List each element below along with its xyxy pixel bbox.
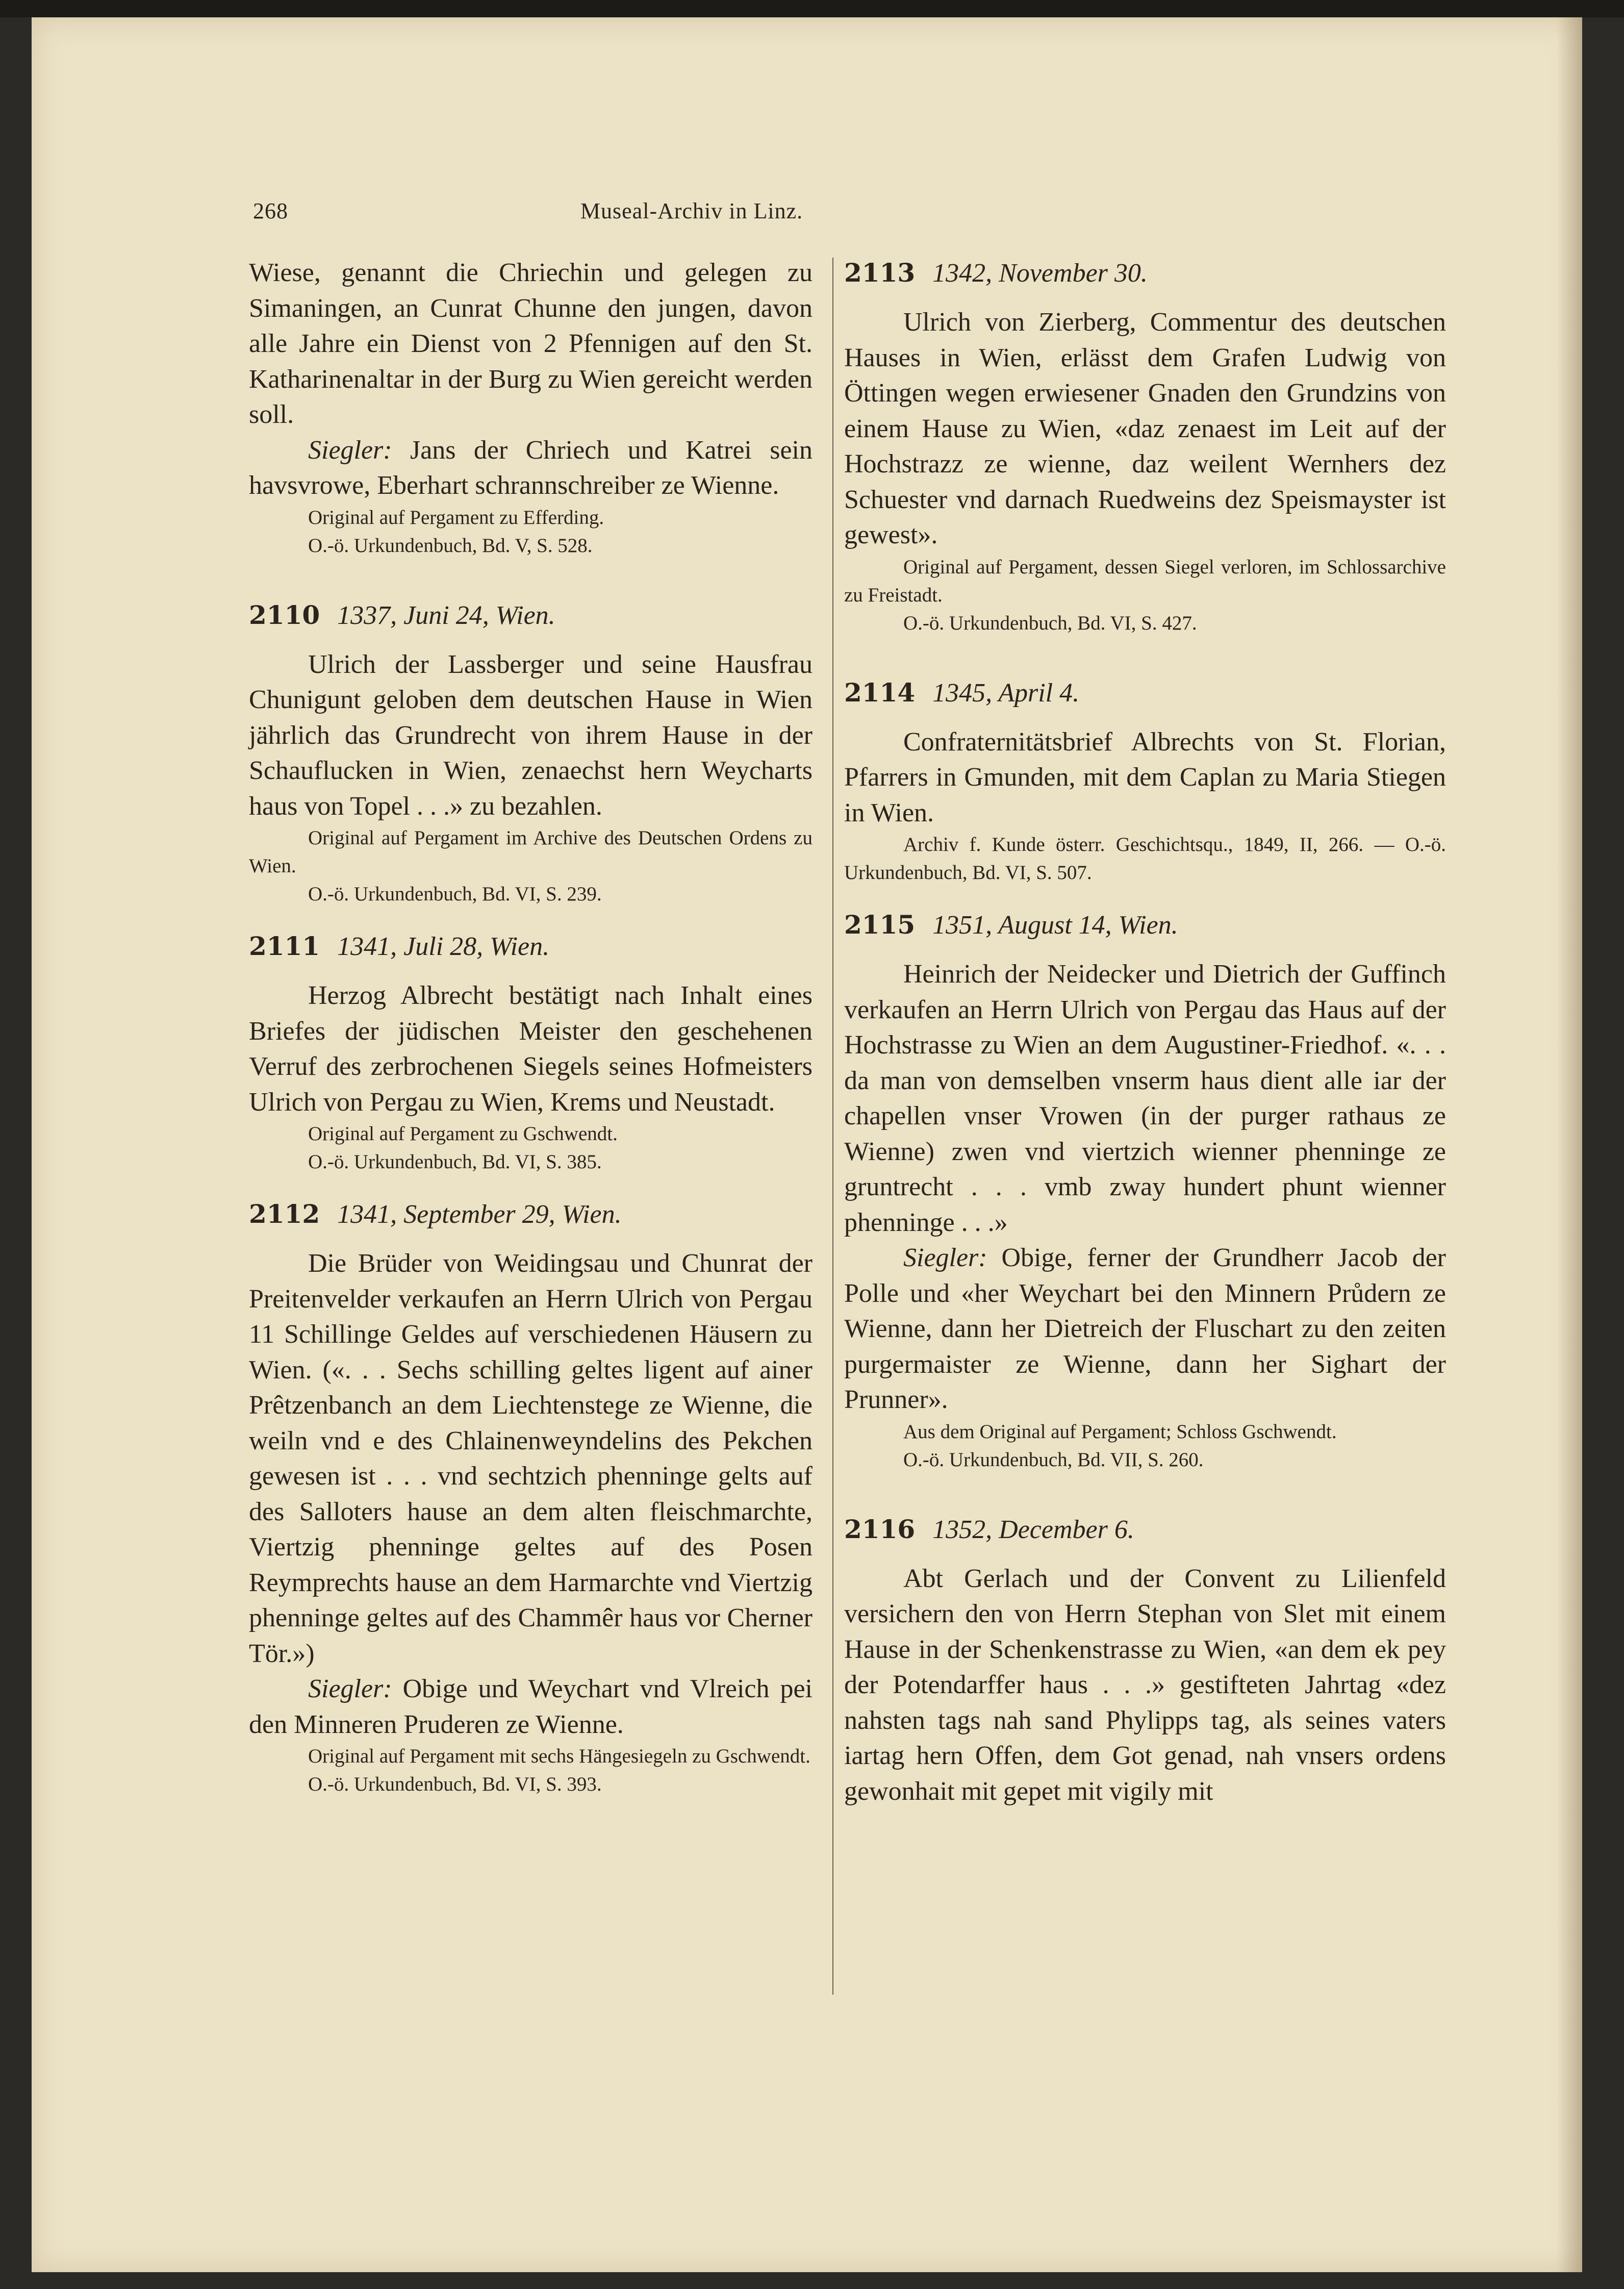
entry-date: 1341, Juli 28, Wien. — [337, 932, 550, 961]
left-column — [249, 255, 813, 1798]
entry-text: Herzog Albrecht bestätigt nach Inhalt eines Briefes der jüdischen Meister den geschehenen Verruf des zerbrochenen Siegels seines Hofmeisters Ulrich von Pergau zu Wien, Krems und Neustadt. — [249, 981, 813, 1117]
source-note: O.-ö. Urkundenbuch, Bd. VI, S. 239. — [308, 883, 602, 905]
entry-text: Ulrich von Zierberg, Commentur des deutschen Hauses in Wien, erlässt dem Grafen Ludwig von Öttingen wegen erwiesener Gnaden den Grundzins von einem Hause zu Wien, «daz zenaest im Leit auf der Hochstrazz ze wienne, daz weilent Wernhers dez Schuester vnd darnach Ruedweins dez Speismayster ist gewest». — [844, 308, 1446, 549]
siegler-label: Siegler: — [308, 1674, 392, 1703]
siegler-text: Obige und Weychart vnd Vlreich pei den Minneren Pruderen ze Wienne. — [249, 1674, 813, 1739]
siegler-label: Siegler: — [903, 1243, 987, 1272]
entry-heading — [844, 675, 1446, 711]
entry-number: 2111 — [249, 931, 320, 961]
scan-border — [0, 0, 1624, 17]
entry-date: 1341, September 29, Wien. — [337, 1200, 622, 1229]
entry-heading — [249, 928, 813, 965]
page-header — [253, 198, 1130, 234]
entry-date: 1352, December 6. — [932, 1515, 1134, 1544]
entry-number: 2110 — [249, 599, 320, 630]
source-note: Original auf Pergament, dessen Siegel verloren, im Schlossarchive zu Freistadt. — [844, 556, 1446, 606]
entry-heading — [249, 1196, 813, 1232]
entry-siegler — [844, 1240, 1446, 1418]
entry-text: Ulrich der Lassberger und seine Hausfrau Chunigunt geloben dem deutschen Hause in Wien jährlich das Grundrecht von ihrem Hause in der Schauflucken in Wien, zenaechst hern Weycharts haus von Topel . . .» zu bezahlen. — [249, 649, 813, 821]
siegler-label: Siegler: — [308, 435, 392, 465]
entry-siegler — [249, 1671, 813, 1742]
source-note: O.-ö. Urkundenbuch, Bd. V, S. 528. — [308, 534, 593, 557]
entry-number: 2114 — [844, 677, 916, 708]
entry-number: 2115 — [844, 910, 916, 940]
source-note: O.-ö. Urkundenbuch, Bd. VI, S. 393. — [308, 1773, 602, 1795]
page-fold-shadow — [1557, 17, 1582, 2272]
source-note: O.-ö. Urkundenbuch, Bd. VI, S. 427. — [903, 612, 1197, 634]
right-column — [844, 255, 1446, 1809]
siegler-text: Obige, ferner der Grundherr Jacob der Polle und «her Weychart bei den Minnern Průdern ze Wienne, dann her Dietreich der Fluschart zu den zeiten purgermaister ze Wienne, dann her Sighart der Prunner». — [844, 1243, 1446, 1414]
entry-date: 1345, April 4. — [932, 678, 1080, 708]
source-note: Archiv f. Kunde österr. Geschichtsqu., 1849, II, 266. — O.-ö. Urkundenbuch, Bd. VI, S. 507. — [844, 834, 1446, 884]
entry-date: 1342, November 30. — [932, 259, 1148, 288]
source-note: O.-ö. Urkundenbuch, Bd. VII, S. 260. — [903, 1448, 1204, 1471]
source-note: Original auf Pergament im Archive des Deutschen Ordens zu Wien. — [249, 827, 813, 877]
entry-heading — [844, 907, 1446, 943]
page-number: 268 — [253, 198, 288, 223]
entry-heading — [844, 1512, 1446, 1548]
source-note: Aus dem Original auf Pergament; Schloss Gschwendt. — [903, 1420, 1337, 1443]
entry-heading — [844, 255, 1446, 291]
entry-text: Die Brüder von Weidingsau und Chunrat der Preitenvelder verkaufen an Herrn Ulrich von Pergau 11 Schillinge Geldes auf verschiedenen Häusern zu Wien. («. . . Sechs schilling geltes ligent auf ainer Prêtzenbanch an dem Liechtenstege ze Wienne, die weiln vnd e des Chlainenweyndelins des Pekchen gewesen ist . . . vnd sechtzich phenninge gelts auf des Salloters hause an dem alten fleischmarchte, Viertzig phenninge geltes auf des Posen Reymprechts hause an dem Harmarchte vnd Viertzig phenninge geltes auf des Chammêr haus vor Cherner Tör.») — [249, 1249, 813, 1668]
entry-text: Abt Gerlach und der Convent zu Lilienfeld versichern den von Herrn Stephan von Slet mit einem Hause in der Schenkenstrasse zu Wien, «an dem ek pey der Potendarffer haus . . .» gestifteten Jahrtag «dez nahsten tags nah sand Phylipps tag, als seines vaters iartag hern Offen, dem Got genad, nah vnsers ordens gewonhait mit gepet mit vigily mit — [844, 1564, 1446, 1806]
source-note: Original auf Pergament zu Gschwendt. — [308, 1123, 618, 1145]
column-divider — [832, 258, 833, 1995]
entry-number: 2113 — [844, 258, 916, 288]
entry-heading — [249, 597, 813, 634]
entry-number: 2116 — [844, 1514, 916, 1544]
source-note: O.-ö. Urkundenbuch, Bd. VI, S. 385. — [308, 1151, 602, 1173]
entry-number: 2112 — [249, 1199, 320, 1229]
continuation-text: Wiese, genannt die Chriechin und gelegen zu Simaningen, an Cunrat Chunne den jungen, davon alle Jahre ein Dienst von 2 Pfennigen auf den St. Katharinenaltar in der Burg zu Wien gereicht werden soll. — [249, 258, 813, 429]
siegler-text: Jans der Chriech und Katrei sein havsvrowe, Eberhart schrannschreiber ze Wienne. — [249, 435, 813, 500]
entry-date: 1351, August 14, Wien. — [932, 911, 1178, 940]
entry-date: 1337, Juni 24, Wien. — [337, 600, 555, 630]
source-note: Original auf Pergament mit sechs Hängesiegeln zu Gschwendt. — [308, 1745, 810, 1767]
entry-text: Heinrich der Neidecker und Dietrich der Guffinch verkaufen an Herrn Ulrich von Pergau das Haus auf der Hochstrasse zu Wien an dem Augustiner-Friedhof. «. . . da man von demselben vnserm haus dient alle iar der chapellen vnser Vrowen (in der purger rathaus ze Wienne) zwen vnd viertzich wienner phenninge ze gruntrecht . . . vmb zway hundert phunt wienner phenninge . . .» — [844, 960, 1446, 1237]
entry-text: Confraternitätsbrief Albrechts von St. Florian, Pfarrers in Gmunden, mit dem Caplan zu Maria Stiegen in Wien. — [844, 727, 1446, 827]
running-title: Museal-Archiv in Linz. — [580, 198, 803, 223]
continuation-siegler — [249, 433, 813, 504]
source-note: Original auf Pergament zu Efferding. — [308, 506, 604, 529]
